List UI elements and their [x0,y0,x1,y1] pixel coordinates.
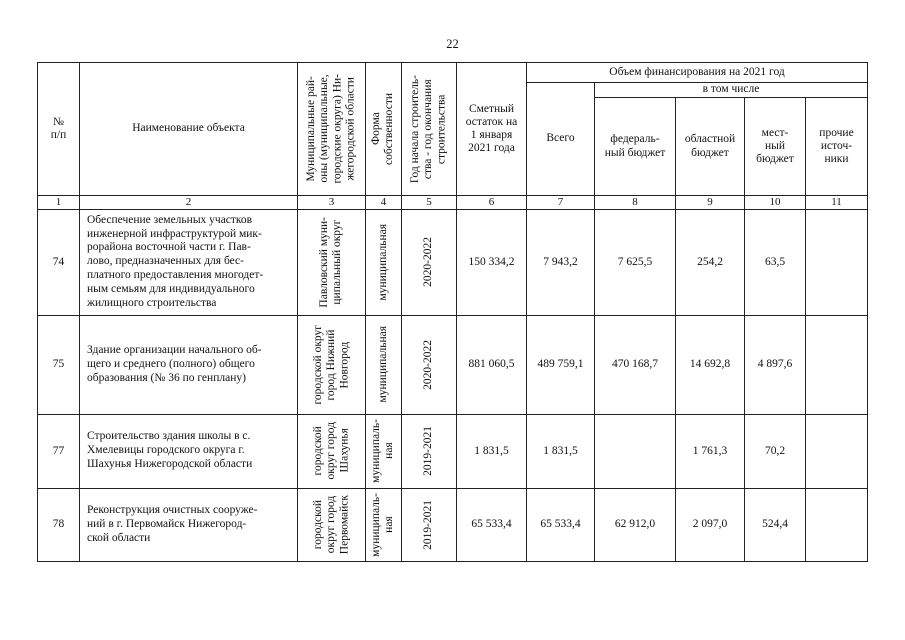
balance-cell: 1 831,5 [457,414,527,488]
column-number: 8 [595,196,676,210]
local-cell: 63,5 [745,209,806,315]
regional-cell: 1 761,3 [676,414,745,488]
col-header-municipality: Муниципальные рай- оны (муниципальные, городские округа) Ни- жегородской области [298,63,366,196]
col-header-balance: Сметный остаток на 1 января 2021 года [457,63,527,196]
other-cell [806,414,868,488]
municipality-cell: городской округ город Нижний Новгород [298,315,366,414]
col-header-name: Наименование объекта [80,63,298,196]
column-number: 3 [298,196,366,210]
total-cell: 65 533,4 [527,488,595,561]
col-header-local: мест- ный бюджет [745,98,806,196]
table-row [38,488,868,561]
ownership-cell: муниципаль- ная [366,488,402,561]
local-cell: 524,4 [745,488,806,561]
column-number: 7 [527,196,595,210]
object-name: Обеспечение земельных участков инженерной инфраструктурой мик- рорайона восточной части г. Пав- лово, предназначенных для бес- платного предоставления многодет- ным семьям для индивидуального жилищного строительства [80,209,298,315]
column-number: 11 [806,196,868,210]
header-row-1 [38,63,868,83]
municipality-cell: городской округ город Шахунья [298,414,366,488]
federal-cell: 470 168,7 [595,315,676,414]
regional-cell: 14 692,8 [676,315,745,414]
total-cell: 489 759,1 [527,315,595,414]
column-number: 5 [402,196,457,210]
ownership-cell: муниципаль- ная [366,414,402,488]
other-cell [806,488,868,561]
table-row [38,209,868,315]
balance-cell: 881 060,5 [457,315,527,414]
object-name: Здание организации начального об- щего и среднего (полного) общего образования (№ 36 по генплану) [80,315,298,414]
regional-cell: 2 097,0 [676,488,745,561]
balance-cell: 150 334,2 [457,209,527,315]
federal-cell: 7 625,5 [595,209,676,315]
row-num: 75 [38,315,80,414]
col-header-years: Год начала строитель- ства - год окончания строительства [402,63,457,196]
col-header-num: № п/п [38,63,80,196]
column-number-row [38,196,868,210]
federal-cell [595,414,676,488]
column-number: 10 [745,196,806,210]
col-header-funding-group: Объем финансирования на 2021 год [527,63,868,83]
row-num: 74 [38,209,80,315]
total-cell: 7 943,2 [527,209,595,315]
object-name: Строительство здания школы в с. Хмелевицы городского округа г. Шахунья Нижегородской области [80,414,298,488]
total-cell: 1 831,5 [527,414,595,488]
col-header-ownership: Форма собственности [366,63,402,196]
federal-cell: 62 912,0 [595,488,676,561]
ownership-cell: муниципальная [366,315,402,414]
other-cell [806,209,868,315]
regional-cell: 254,2 [676,209,745,315]
years-cell: 2019-2021 [402,414,457,488]
table-row [38,414,868,488]
col-header-total: Всего [527,83,595,196]
col-header-other: прочие источ- ники [806,98,868,196]
ownership-cell: муниципальная [366,209,402,315]
col-header-federal: федераль- ный бюджет [595,98,676,196]
local-cell: 70,2 [745,414,806,488]
financing-table [37,62,868,562]
column-number: 2 [80,196,298,210]
years-cell: 2020-2022 [402,315,457,414]
row-num: 77 [38,414,80,488]
row-num: 78 [38,488,80,561]
other-cell [806,315,868,414]
page-number: 22 [446,37,459,51]
years-cell: 2020-2022 [402,209,457,315]
column-number: 4 [366,196,402,210]
col-header-including: в том числе [595,83,868,98]
balance-cell: 65 533,4 [457,488,527,561]
municipality-cell: Павловский муни- ципальный округ [298,209,366,315]
years-cell: 2019-2021 [402,488,457,561]
col-header-regional: областной бюджет [676,98,745,196]
municipality-cell: городской округ город Первомайск [298,488,366,561]
local-cell: 4 897,6 [745,315,806,414]
column-number: 1 [38,196,80,210]
object-name: Реконструкция очистных сооруже- ний в г. Первомайск Нижегород- ской области [80,488,298,561]
column-number: 6 [457,196,527,210]
table-row [38,315,868,414]
column-number: 9 [676,196,745,210]
